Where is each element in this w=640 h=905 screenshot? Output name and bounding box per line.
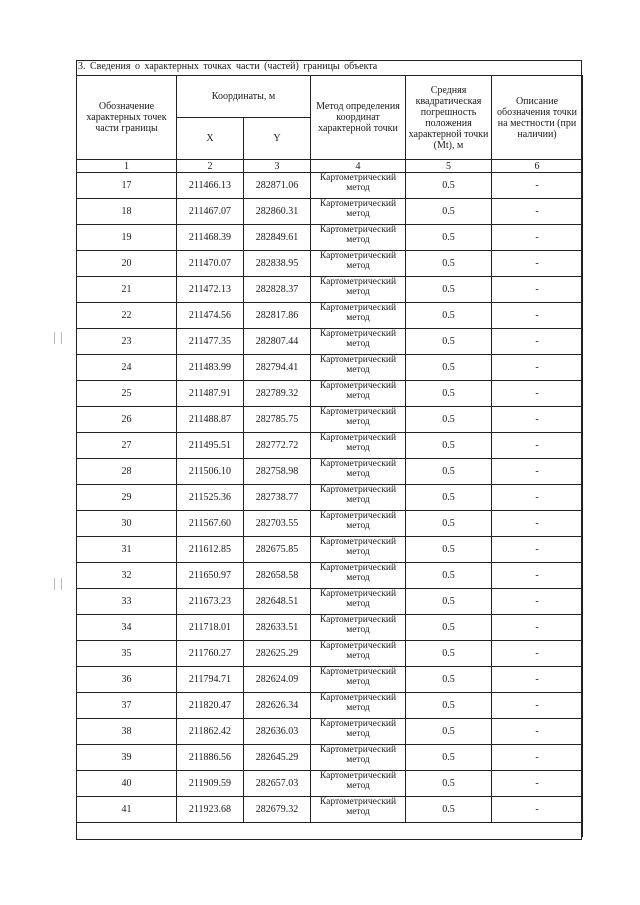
- table-row: [77, 797, 583, 823]
- cell-point: 21: [77, 277, 177, 303]
- table-row: [77, 667, 583, 693]
- column-number: 5: [406, 160, 492, 173]
- cell-y: 282772.72: [244, 433, 311, 459]
- method-line-1: Картометрический: [319, 615, 397, 625]
- table-row: [77, 277, 583, 303]
- cell-error: 0.5: [406, 771, 492, 797]
- cell-point: 30: [77, 511, 177, 537]
- method-line-2: метод: [346, 261, 370, 271]
- table-row: [77, 225, 583, 251]
- method-line-1: Картометрический: [319, 329, 397, 339]
- cell-point: 24: [77, 355, 177, 381]
- method-line-2: метод: [346, 469, 370, 479]
- cell-method: [311, 173, 406, 199]
- cell-description: -: [492, 693, 583, 719]
- method-line-2: метод: [346, 677, 370, 687]
- cell-description: -: [492, 355, 583, 381]
- header-description: Описание обозначения точки на местности (при наличии): [492, 76, 583, 160]
- cell-x: 211477.35: [177, 329, 244, 355]
- cell-x: 211474.56: [177, 303, 244, 329]
- table-row: [77, 199, 583, 225]
- cell-x: 211488.87: [177, 407, 244, 433]
- cell-description: -: [492, 771, 583, 797]
- empty-row: [77, 823, 583, 838]
- method-line-2: метод: [346, 703, 370, 713]
- cell-error: 0.5: [406, 381, 492, 407]
- table-row: [77, 407, 583, 433]
- method-line-2: метод: [346, 729, 370, 739]
- cell-description: -: [492, 407, 583, 433]
- cell-x: 211794.71: [177, 667, 244, 693]
- cell-description: -: [492, 589, 583, 615]
- cell-error: 0.5: [406, 251, 492, 277]
- cell-error: 0.5: [406, 277, 492, 303]
- cell-y: 282633.51: [244, 615, 311, 641]
- method-line-1: Картометрический: [319, 173, 397, 183]
- cell-method: [311, 563, 406, 589]
- cell-y: 282648.51: [244, 589, 311, 615]
- method-line-1: Картометрический: [319, 719, 397, 729]
- cell-y: 282657.03: [244, 771, 311, 797]
- cell-x: 211487.91: [177, 381, 244, 407]
- method-line-1: Картометрический: [319, 485, 397, 495]
- method-line-2: метод: [346, 573, 370, 583]
- cell-method: [311, 459, 406, 485]
- column-number: 6: [492, 160, 583, 173]
- method-line-1: Картометрический: [319, 251, 397, 261]
- cell-point: 27: [77, 433, 177, 459]
- scan-margin-mark: [52, 332, 66, 344]
- cell-method: [311, 277, 406, 303]
- table-row: [77, 771, 583, 797]
- table-row: [77, 303, 583, 329]
- method-line-2: метод: [346, 755, 370, 765]
- header-method: Метод определения координат характерной точки: [311, 76, 406, 160]
- method-line-1: Картометрический: [319, 693, 397, 703]
- cell-description: -: [492, 277, 583, 303]
- cell-description: -: [492, 173, 583, 199]
- method-line-1: Картометрический: [319, 407, 397, 417]
- cell-method: [311, 537, 406, 563]
- table-row: [77, 381, 583, 407]
- method-line-2: метод: [346, 287, 370, 297]
- cell-error: 0.5: [406, 745, 492, 771]
- method-line-2: метод: [346, 183, 370, 193]
- cell-error: 0.5: [406, 303, 492, 329]
- cell-point: 32: [77, 563, 177, 589]
- header-y: Y: [244, 118, 311, 160]
- cell-description: -: [492, 667, 583, 693]
- cell-point: 22: [77, 303, 177, 329]
- cell-point: 34: [77, 615, 177, 641]
- cell-y: 282636.03: [244, 719, 311, 745]
- cell-description: -: [492, 433, 583, 459]
- column-number-row: [77, 160, 583, 173]
- cell-error: 0.5: [406, 485, 492, 511]
- method-line-1: Картометрический: [319, 641, 397, 651]
- method-line-1: Картометрический: [319, 199, 397, 209]
- cell-y: 282626.34: [244, 693, 311, 719]
- cell-x: 211567.60: [177, 511, 244, 537]
- table-row: [77, 745, 583, 771]
- cell-point: 39: [77, 745, 177, 771]
- cell-error: 0.5: [406, 173, 492, 199]
- cell-y: 282871.06: [244, 173, 311, 199]
- table-row: [77, 485, 583, 511]
- cell-point: 17: [77, 173, 177, 199]
- cell-error: 0.5: [406, 459, 492, 485]
- cell-y: 282758.98: [244, 459, 311, 485]
- cell-method: [311, 615, 406, 641]
- method-line-1: Картометрический: [319, 355, 397, 365]
- cell-description: -: [492, 615, 583, 641]
- cell-description: -: [492, 381, 583, 407]
- cell-point: 38: [77, 719, 177, 745]
- method-line-2: метод: [346, 417, 370, 427]
- table-row: [77, 563, 583, 589]
- cell-description: -: [492, 329, 583, 355]
- method-line-1: Картометрический: [319, 589, 397, 599]
- cell-x: 211466.13: [177, 173, 244, 199]
- cell-error: 0.5: [406, 641, 492, 667]
- cell-x: 211923.68: [177, 797, 244, 823]
- cell-x: 211718.01: [177, 615, 244, 641]
- cell-y: 282789.32: [244, 381, 311, 407]
- cell-point: 23: [77, 329, 177, 355]
- cell-error: 0.5: [406, 589, 492, 615]
- method-line-2: метод: [346, 625, 370, 635]
- cell-point: 19: [77, 225, 177, 251]
- cell-point: 40: [77, 771, 177, 797]
- cell-x: 211470.07: [177, 251, 244, 277]
- cell-x: 211909.59: [177, 771, 244, 797]
- cell-point: 29: [77, 485, 177, 511]
- cell-x: 211886.56: [177, 745, 244, 771]
- cell-y: 282679.32: [244, 797, 311, 823]
- method-line-2: метод: [346, 365, 370, 375]
- method-line-1: Картометрический: [319, 563, 397, 573]
- cell-x: 211673.23: [177, 589, 244, 615]
- method-line-1: Картометрический: [319, 225, 397, 235]
- cell-x: 211467.07: [177, 199, 244, 225]
- cell-method: [311, 745, 406, 771]
- table-row: [77, 511, 583, 537]
- cell-point: 25: [77, 381, 177, 407]
- method-line-1: Картометрический: [319, 303, 397, 313]
- cell-error: 0.5: [406, 667, 492, 693]
- cell-y: 282625.29: [244, 641, 311, 667]
- table-row: [77, 719, 583, 745]
- cell-y: 282849.61: [244, 225, 311, 251]
- header-rms-error: Средняя квадратическая погрешность положения характерной точки (Mt), м: [406, 76, 492, 160]
- cell-method: [311, 771, 406, 797]
- table-row: [77, 537, 583, 563]
- cell-error: 0.5: [406, 719, 492, 745]
- cell-method: [311, 225, 406, 251]
- cell-error: 0.5: [406, 329, 492, 355]
- column-number: 1: [77, 160, 177, 173]
- cell-error: 0.5: [406, 615, 492, 641]
- table-row: [77, 173, 583, 199]
- method-line-2: метод: [346, 443, 370, 453]
- cell-method: [311, 589, 406, 615]
- cell-y: 282794.41: [244, 355, 311, 381]
- cell-description: -: [492, 511, 583, 537]
- cell-method: [311, 303, 406, 329]
- section-title: 3. Сведения о характерных точках части (частей) границы объекта: [78, 61, 378, 72]
- cell-point: 35: [77, 641, 177, 667]
- cell-method: [311, 433, 406, 459]
- cell-method: [311, 667, 406, 693]
- cell-error: 0.5: [406, 433, 492, 459]
- method-line-2: метод: [346, 651, 370, 661]
- cell-description: -: [492, 303, 583, 329]
- cell-y: 282675.85: [244, 537, 311, 563]
- cell-method: [311, 355, 406, 381]
- cell-x: 211650.97: [177, 563, 244, 589]
- method-line-1: Картометрический: [319, 667, 397, 677]
- column-number: 3: [244, 160, 311, 173]
- method-line-1: Картометрический: [319, 381, 397, 391]
- table-row: [77, 433, 583, 459]
- cell-x: 211525.36: [177, 485, 244, 511]
- cell-method: [311, 693, 406, 719]
- table-row: [77, 641, 583, 667]
- cell-x: 211820.47: [177, 693, 244, 719]
- table-row: [77, 329, 583, 355]
- header-point-designation: Обозначение характерных точек части границы: [77, 76, 177, 160]
- method-line-2: метод: [346, 781, 370, 791]
- cell-x: 211862.42: [177, 719, 244, 745]
- method-line-2: метод: [346, 807, 370, 817]
- method-line-1: Картометрический: [319, 459, 397, 469]
- method-line-2: метод: [346, 495, 370, 505]
- cell-method: [311, 199, 406, 225]
- cell-point: 28: [77, 459, 177, 485]
- table-row: [77, 459, 583, 485]
- cell-y: 282785.75: [244, 407, 311, 433]
- cell-y: 282658.58: [244, 563, 311, 589]
- column-number: 2: [177, 160, 244, 173]
- method-line-2: метод: [346, 521, 370, 531]
- table-body: [77, 173, 583, 838]
- cell-x: 211468.39: [177, 225, 244, 251]
- boundary-points-table: [76, 75, 583, 837]
- cell-method: [311, 251, 406, 277]
- cell-description: -: [492, 459, 583, 485]
- method-line-2: метод: [346, 339, 370, 349]
- cell-method: [311, 407, 406, 433]
- method-line-1: Картометрический: [319, 433, 397, 443]
- cell-error: 0.5: [406, 563, 492, 589]
- cell-method: [311, 485, 406, 511]
- cell-description: -: [492, 251, 583, 277]
- empty-cell: [77, 823, 583, 838]
- table-row: [77, 251, 583, 277]
- cell-y: 282807.44: [244, 329, 311, 355]
- cell-y: 282828.37: [244, 277, 311, 303]
- cell-y: 282860.31: [244, 199, 311, 225]
- cell-error: 0.5: [406, 407, 492, 433]
- cell-x: 211612.85: [177, 537, 244, 563]
- cell-method: [311, 381, 406, 407]
- cell-point: 26: [77, 407, 177, 433]
- cell-method: [311, 797, 406, 823]
- method-line-1: Картометрический: [319, 771, 397, 781]
- cell-x: 211760.27: [177, 641, 244, 667]
- cell-point: 20: [77, 251, 177, 277]
- method-line-1: Картометрический: [319, 277, 397, 287]
- cell-description: -: [492, 797, 583, 823]
- cell-error: 0.5: [406, 797, 492, 823]
- cell-description: -: [492, 199, 583, 225]
- cell-y: 282817.86: [244, 303, 311, 329]
- method-line-1: Картометрический: [319, 511, 397, 521]
- cell-description: -: [492, 537, 583, 563]
- method-line-2: метод: [346, 235, 370, 245]
- cell-error: 0.5: [406, 511, 492, 537]
- header-coordinates: Координаты, м: [177, 76, 311, 118]
- method-line-1: Картометрический: [319, 537, 397, 547]
- method-line-2: метод: [346, 209, 370, 219]
- cell-point: 36: [77, 667, 177, 693]
- cell-error: 0.5: [406, 199, 492, 225]
- cell-method: [311, 641, 406, 667]
- method-line-2: метод: [346, 599, 370, 609]
- cell-x: 211483.99: [177, 355, 244, 381]
- cell-description: -: [492, 225, 583, 251]
- cell-description: -: [492, 745, 583, 771]
- cell-x: 211506.10: [177, 459, 244, 485]
- header-x: X: [177, 118, 244, 160]
- cell-point: 31: [77, 537, 177, 563]
- method-line-2: метод: [346, 547, 370, 557]
- cell-y: 282703.55: [244, 511, 311, 537]
- cell-description: -: [492, 641, 583, 667]
- table-row: [77, 615, 583, 641]
- table-row: [77, 589, 583, 615]
- cell-y: 282838.95: [244, 251, 311, 277]
- cell-description: -: [492, 485, 583, 511]
- cell-x: 211472.13: [177, 277, 244, 303]
- method-line-2: метод: [346, 391, 370, 401]
- cell-method: [311, 329, 406, 355]
- cell-error: 0.5: [406, 225, 492, 251]
- cell-point: 41: [77, 797, 177, 823]
- cell-point: 37: [77, 693, 177, 719]
- cell-error: 0.5: [406, 537, 492, 563]
- cell-description: -: [492, 563, 583, 589]
- table-row: [77, 693, 583, 719]
- cell-point: 18: [77, 199, 177, 225]
- cell-description: -: [492, 719, 583, 745]
- cell-method: [311, 511, 406, 537]
- cell-point: 33: [77, 589, 177, 615]
- table-row: [77, 355, 583, 381]
- method-line-1: Картометрический: [319, 745, 397, 755]
- cell-x: 211495.51: [177, 433, 244, 459]
- method-line-2: метод: [346, 313, 370, 323]
- method-line-1: Картометрический: [319, 797, 397, 807]
- cell-y: 282645.29: [244, 745, 311, 771]
- cell-y: 282738.77: [244, 485, 311, 511]
- cell-y: 282624.09: [244, 667, 311, 693]
- cell-error: 0.5: [406, 355, 492, 381]
- cell-error: 0.5: [406, 693, 492, 719]
- cell-method: [311, 719, 406, 745]
- scan-margin-mark: [52, 578, 66, 590]
- column-number: 4: [311, 160, 406, 173]
